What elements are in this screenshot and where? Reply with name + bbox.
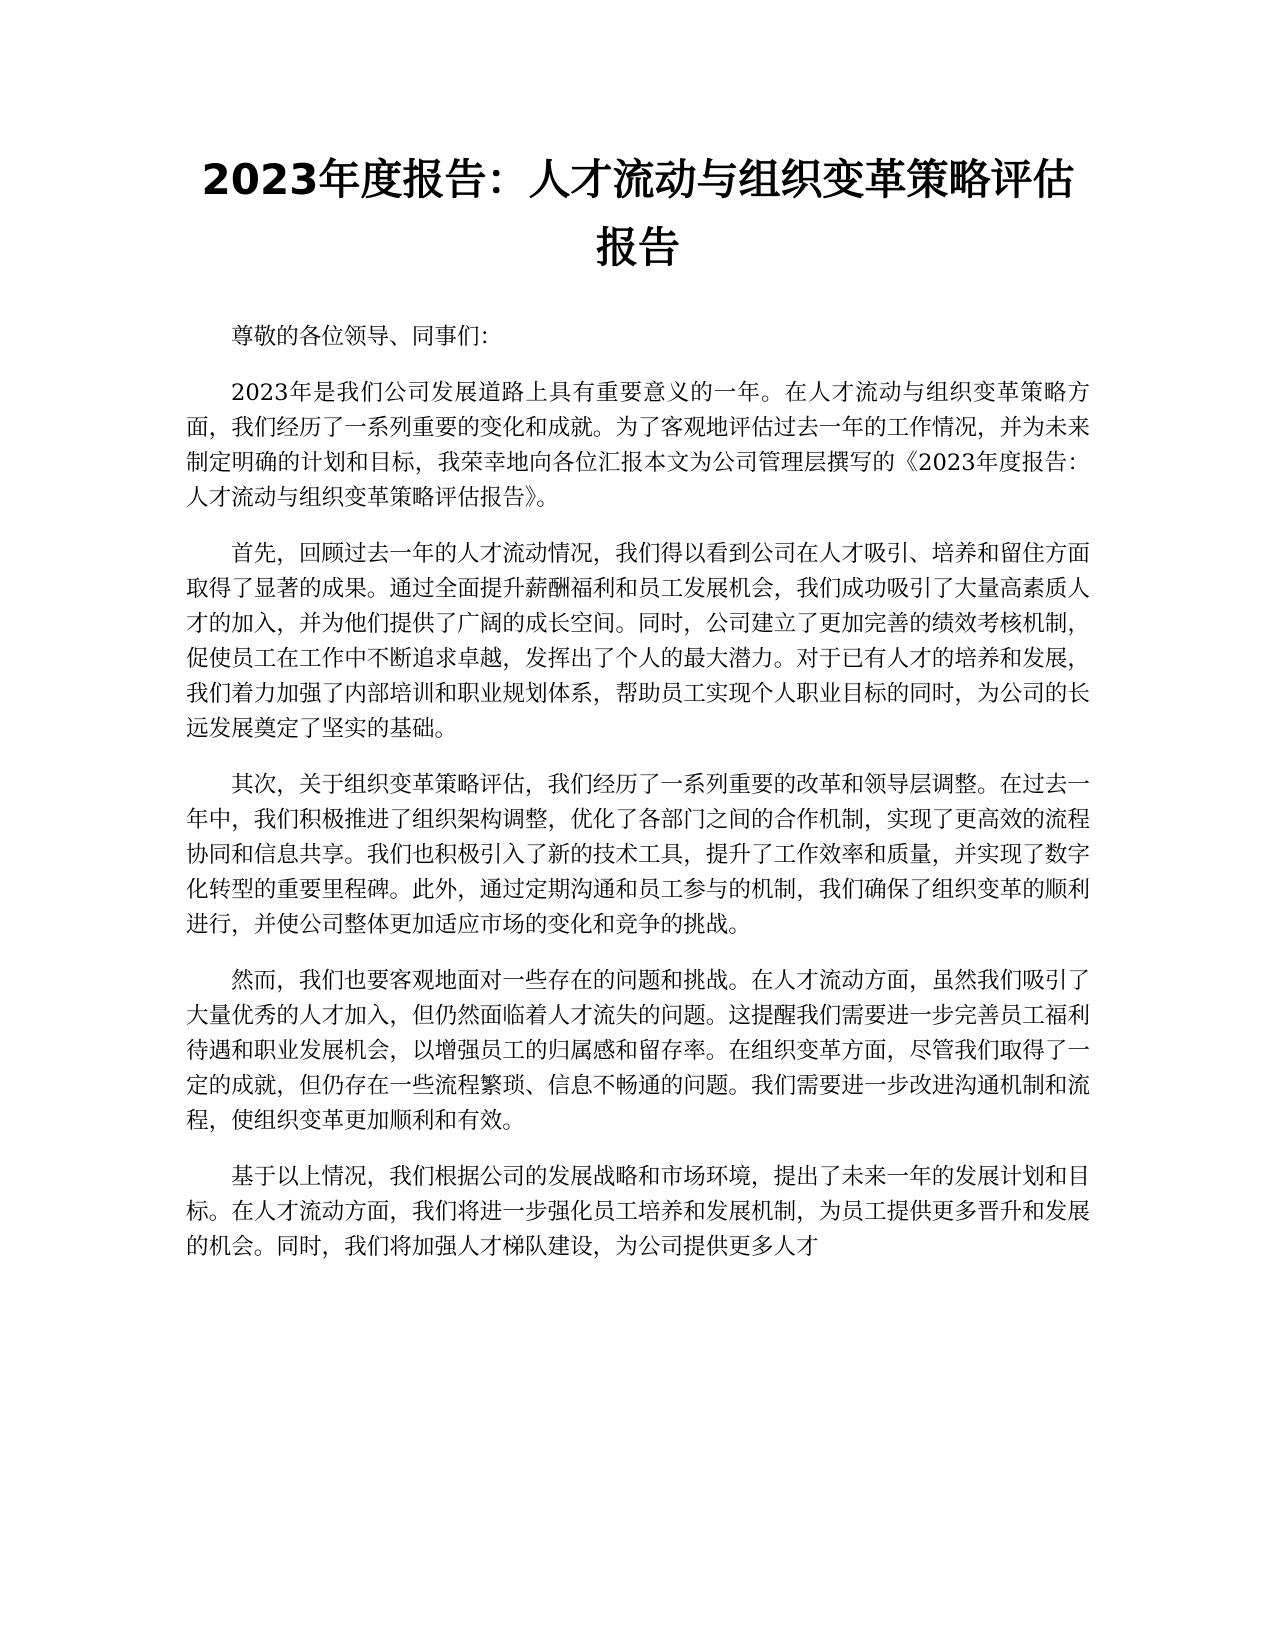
body-paragraph: 基于以上情况，我们根据公司的发展战略和市场环境，提出了未来一年的发展计划和目标。在人才流动方面，我们将进一步强化员工培养和发展机制，为员工提供更多晋升和发展的机会。同时，我们将加强人才梯队建设，为公司提供更多人才 — [186, 1164, 1090, 1260]
body-paragraph: 首先，回顾过去一年的人才流动情况，我们得以看到公司在人才吸引、培养和留住方面取得了显著的成果。通过全面提升薪酬福利和员工发展机会，我们成功吸引了大量高素质人才的加入，并为他们提供了广阔的成长空间。同时，公司建立了更加完善的绩效考核机制，促使员工在工作中不断追求卓越，发挥出了个人的最大潜力。对于已有人才的培养和发展，我们着力加强了内部培训和职业规划体系，帮助员工实现个人职业目标的同时，为公司的长远发展奠定了坚实的基础。 — [186, 541, 1090, 742]
document-body — [186, 320, 1090, 1286]
salutation-paragraph: 尊敬的各位领导、同事们： — [231, 324, 503, 350]
body-paragraph: 2023年是我们公司发展道路上具有重要意义的一年。在人才流动与组织变革策略方面，我们经历了一系列重要的变化和成就。为了客观地评估过去一年的工作情况，并为未来制定明确的计划和目标，我荣幸地向各位汇报本文为公司管理层撰写的《2023年度报告：人才流动与组织变革策略评估报告》。 — [186, 380, 1090, 511]
document-title: 2023年度报告：人才流动与组织变革策略评估报告 — [201, 155, 1075, 272]
body-paragraph: 然而，我们也要客观地面对一些存在的问题和挑战。在人才流动方面，虽然我们吸引了大量优秀的人才加入，但仍然面临着人才流失的问题。这提醒我们需要进一步完善员工福利待遇和职业发展机会，以增强员工的归属感和留存率。在组织变革方面，尽管我们取得了一定的成就，但仍存在一些流程繁琐、信息不畅通的问题。我们需要进一步改进沟通机制和流程，使组织变革更加顺利和有效。 — [186, 968, 1090, 1134]
body-paragraph: 其次，关于组织变革策略评估，我们经历了一系列重要的改革和领导层调整。在过去一年中，我们积极推进了组织架构调整，优化了各部门之间的合作机制，实现了更高效的流程协同和信息共享。我们也积极引入了新的技术工具，提升了工作效率和质量，并实现了数字化转型的重要里程碑。此外，通过定期沟通和员工参与的机制，我们确保了组织变革的顺利进行，并使公司整体更加适应市场的变化和竞争的挑战。 — [186, 772, 1090, 938]
